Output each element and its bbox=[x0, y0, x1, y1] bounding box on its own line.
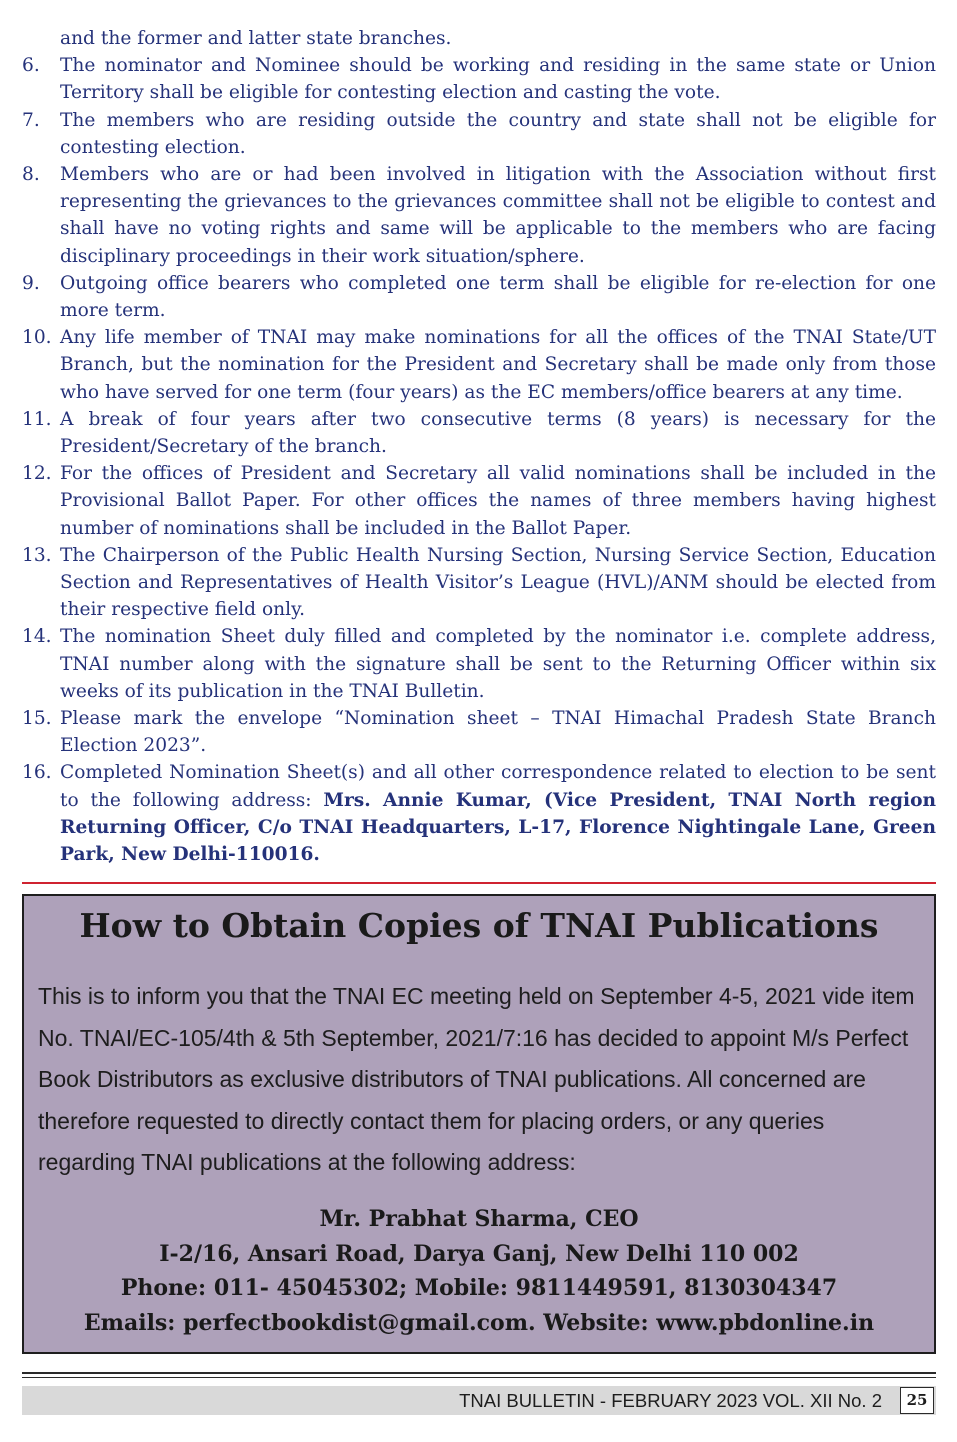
item-number: 14. bbox=[22, 626, 52, 648]
distributor-contact bbox=[24, 1202, 934, 1340]
contact-emails: Emails: perfectbookdist@gmail.com. Website: www.pbdonline.in bbox=[83, 1309, 875, 1336]
item-number: 16. bbox=[22, 762, 52, 784]
list-continuation: and the former and latter state branches. bbox=[60, 28, 452, 49]
contact-address: I-2/16, Ansari Road, Darya Ganj, New Delhi 110 002 bbox=[159, 1240, 799, 1267]
list-item bbox=[22, 406, 936, 460]
item-number: 9. bbox=[22, 272, 40, 294]
footer-rule-bottom bbox=[22, 1377, 936, 1378]
list-item bbox=[22, 270, 936, 324]
item-text: The nomination Sheet duly filled and completed by the nominator i.e. complete address, TNAI number along with the signature shall be sent to the Returning Officer within six weeks of its publication in the TNAI Bulletin. bbox=[60, 626, 936, 702]
item-text: Any life member of TNAI may make nominations for all the offices of the TNAI State/UT Branch, but the nomination for the President and Secretary shall be made only from those who have served for one term (four years) as the EC members/office bearers at any time. bbox=[60, 327, 936, 403]
item-text bbox=[60, 759, 936, 868]
item-text: Outgoing office bearers who completed one term shall be eligible for re-election for one more term. bbox=[60, 272, 936, 322]
item-number: 11. bbox=[22, 408, 52, 430]
item-text: For the offices of President and Secretary all valid nominations shall be included in the Provisional Ballot Paper. For other offices the names of three members having highest number of nominations shall be included in the Ballot Paper. bbox=[60, 463, 936, 539]
returning-officer-address: Mrs. Annie Kumar, (Vice President, TNAI North region Returning Officer, C/o TNAI Headquarters, L-17, Florence Nightingale Lane, Green Park, New Delhi-110016. bbox=[60, 789, 937, 866]
item-number: 13. bbox=[22, 544, 52, 566]
item-text: The members who are residing outside the country and state shall not be eligible for contesting election. bbox=[60, 109, 936, 158]
list-item bbox=[22, 324, 936, 406]
page-number: 25 bbox=[900, 1387, 934, 1414]
list-item bbox=[22, 705, 936, 759]
list-item bbox=[22, 161, 936, 270]
item-text: The nominator and Nominee should be working and residing in the same state or Union Territory shall be eligible for contesting election and casting the vote. bbox=[60, 55, 936, 104]
item-number: 12. bbox=[22, 463, 52, 485]
list-item bbox=[22, 623, 936, 705]
notice-title: How to Obtain Copies of TNAI Publications bbox=[79, 906, 879, 945]
page-footer bbox=[22, 1386, 936, 1415]
item-number: 6. bbox=[22, 55, 40, 77]
item-number: 15. bbox=[22, 708, 52, 730]
item-text: A break of four years after two consecutive terms (8 years) is necessary for the President/Secretary of the branch. bbox=[60, 408, 936, 458]
item-number: 10. bbox=[22, 327, 52, 349]
publications-notice-box bbox=[22, 894, 936, 1354]
list-item bbox=[22, 759, 936, 868]
section-divider bbox=[22, 882, 936, 884]
list-item bbox=[22, 542, 936, 624]
election-rules-list bbox=[22, 25, 936, 868]
item-text: Members who are or had been involved in litigation with the Association without first representing the grievances to the grievances committee shall not be eligible to contest and shall have no voting rights and same will be applicable to the members who are facing disciplinary proceedings in their work situation/sphere. bbox=[60, 164, 936, 267]
item-text: Please mark the envelope “Nomination sheet – TNAI Himachal Pradesh State Branch Election 2023”. bbox=[60, 708, 936, 757]
footer-publication-info: TNAI BULLETIN - FEBRUARY 2023 VOL. XII No. 2 bbox=[459, 1390, 882, 1411]
item-number: 8. bbox=[22, 164, 40, 186]
list-item bbox=[22, 460, 936, 542]
list-item bbox=[22, 107, 936, 161]
notice-body: This is to inform you that the TNAI EC meeting held on September 4-5, 2021 vide item No. TNAI/EC-105/4th & 5th September, 2021/7:16 has decided to appoint M/s Perfect Book Distributors as exclusive distributors of TNAI publications. All concerned are therefore requested to directly contact them for placing orders, or any queries regarding TNAI publications at the following address: bbox=[38, 983, 915, 1175]
footer-rule-top bbox=[22, 1372, 936, 1374]
contact-phone: Phone: 011- 45045302; Mobile: 9811449591, 8130304347 bbox=[120, 1275, 838, 1301]
item-text-plain: Completed Nomination Sheet(s) and all other correspondence related to election to be sent to the following address: bbox=[60, 762, 936, 811]
item-number: 7. bbox=[22, 109, 40, 131]
list-item bbox=[22, 52, 936, 106]
contact-name: Mr. Prabhat Sharma, CEO bbox=[319, 1206, 639, 1232]
item-text: The Chairperson of the Public Health Nursing Section, Nursing Service Section, Education Section and Representatives of Health Visitor’s League (HVL)/ANM should be elected from their respective field only. bbox=[60, 544, 936, 621]
